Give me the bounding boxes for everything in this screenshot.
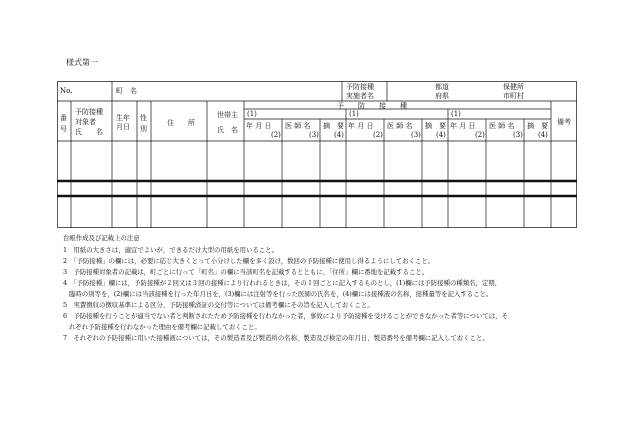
household-head-header-1: 世帯主	[217, 111, 238, 119]
vaccination-register-table	[57, 81, 577, 228]
note-item: 3 予防接種対象者の記載は，町ごとに行って「町名」の欄に当該町名を記載するとともに，「住所」欄に番地を記載すること。	[63, 268, 429, 276]
group2-date-no: (2)	[373, 131, 383, 139]
group3-date-no: (2)	[475, 131, 485, 139]
birth-header-2: 月日	[116, 123, 130, 131]
remarks-header: 備考	[557, 118, 571, 126]
note-item-continuation: 臨時の別等を，(2)欄には当該接種を行った年月日を，(3)欄には注射等を行った医師の氏名を，(4)欄には接種液の名称，接種量等を記入すること。	[69, 290, 493, 298]
group3-doctor-no: (3)	[513, 131, 523, 139]
clinic-label-1: 保健所	[503, 83, 524, 91]
group1-summary-no: (4)	[334, 131, 344, 139]
note-item: 6 予防接種を行うことが適当でない者と判断されたため予防接種を行わなかった者，事故により予防接種を受けることができなかった者等については，そ	[63, 312, 508, 320]
no-label: No.	[60, 87, 73, 95]
note-item: 5 実費徴収の徴収基準による区分，予防接種済証の交付等については備考欄にその旨を記入しておくこと。	[63, 301, 374, 309]
address-header: 住 所	[167, 119, 195, 127]
note-item: 7 それぞれの予防接種に用いた接種液については，その製造者及び製造所の名称，製造及び検定の年月日，製造番号を備考欄に記入しておくこと。	[63, 334, 489, 342]
vaccination-header: 予 防 接 種	[337, 102, 407, 110]
group2-date-header: 年 月 日	[348, 122, 374, 130]
note-item-continuation: れぞれ予防接種を行わなかった理由を備考欄に記載しておくこと。	[69, 323, 261, 331]
group2-summary-header: 摘 要	[425, 122, 446, 130]
group1-doctor-header: 医 師 名	[285, 122, 311, 130]
notes-section	[63, 233, 583, 344]
subject-name-header-1: 予防接種	[75, 108, 103, 116]
notes-heading: 台帳作成及び記載上の注意	[63, 234, 140, 242]
group3-summary-no: (4)	[538, 131, 548, 139]
group1-summary-header: 摘 要	[323, 122, 344, 130]
table-grid	[57, 81, 577, 228]
prefecture-label-2: 府県	[435, 92, 449, 100]
note-item: 1 用紙の大きさは，適宜でよいが，できるだけ大型の用紙を用いること。	[63, 246, 278, 254]
group1-date-header: 年 月 日	[246, 122, 272, 130]
subject-name-header-3: 氏 名	[75, 128, 103, 136]
sex-header: 性別	[140, 114, 147, 133]
clinic-label-2: 市町村	[503, 92, 524, 100]
form-title: 様式第一	[66, 58, 98, 67]
group2-doctor-no: (3)	[411, 131, 421, 139]
town-label: 町 名	[116, 87, 137, 95]
group1-doctor-no: (3)	[309, 131, 319, 139]
group3-summary-header: 摘 要	[527, 122, 548, 130]
prefecture-label-1: 都道	[435, 83, 449, 91]
group2-summary-no: (4)	[436, 131, 446, 139]
subject-name-header-2: 対象者	[75, 118, 96, 126]
note-item: 4 「予防接種」欄には，予防接種が２回又は３回の接種により行われるときは，その１回ごとに記入するものとし，(1)欄には予防接種の種類名，定期，	[63, 279, 502, 287]
group3-sub1: (1)	[451, 110, 461, 118]
org-label-2: 実施者名	[346, 92, 374, 100]
note-item: 2 「予防接種」の欄には，必要に応じ大きくとって小分けした欄を多く設け，数回の予防接種に使用し得るようにしておくこと。	[63, 257, 435, 265]
group3-doctor-header: 医 師 名	[489, 122, 515, 130]
group3-date-header: 年 月 日	[450, 122, 476, 130]
household-head-header-2: 氏 名	[217, 126, 238, 134]
org-label: 予防接種	[346, 83, 374, 91]
group2-doctor-header: 医 師 名	[387, 122, 413, 130]
serial-no-header: 番号	[60, 114, 67, 133]
group2-sub1: (1)	[349, 110, 359, 118]
group1-sub1: (1)	[247, 110, 257, 118]
birth-header-1: 生年	[116, 114, 130, 122]
group1-date-no: (2)	[271, 131, 281, 139]
